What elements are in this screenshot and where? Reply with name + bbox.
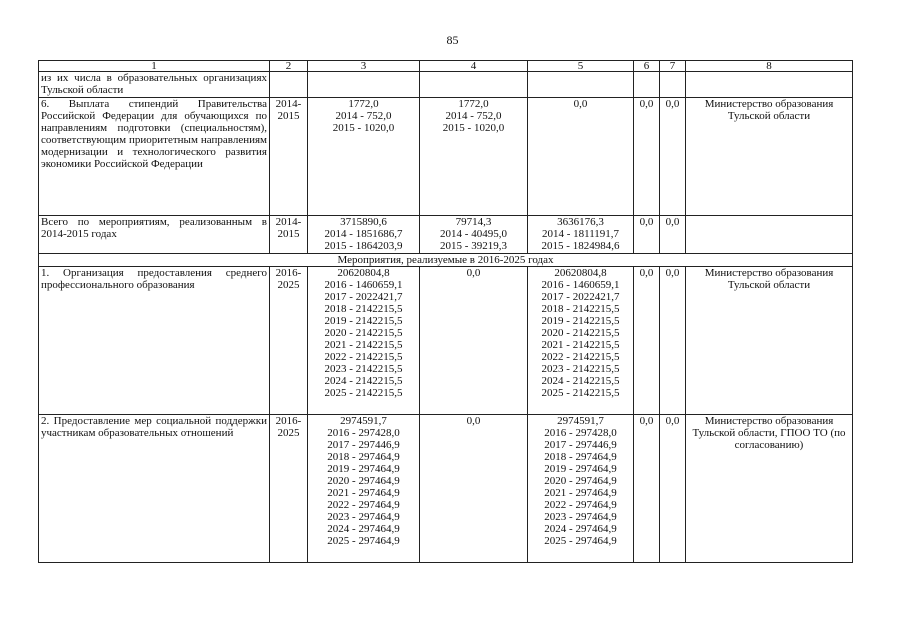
amount-line: 2974591,7 (340, 415, 387, 427)
header-cell: 2 (270, 61, 308, 72)
amount-line: 2023 - 297464,9 (544, 511, 617, 523)
table-row (39, 267, 853, 415)
amount-line: 2022 - 297464,9 (544, 499, 617, 511)
period-cell: 2014-2015 (270, 98, 308, 216)
table-row (39, 72, 853, 98)
amount-line: 3715890,6 (340, 216, 387, 228)
amount-line: 2014 - 752,0 (445, 110, 502, 122)
amount-line: 2023 - 297464,9 (327, 511, 400, 523)
total-funding-cell (308, 98, 420, 216)
amount-line: 2016 - 297428,0 (327, 427, 400, 439)
col7-cell: 0,0 (660, 216, 686, 254)
amount-line: 2014 - 1811191,7 (541, 228, 620, 240)
amount-line: 2025 - 297464,9 (327, 535, 400, 547)
col7-cell: 0,0 (660, 98, 686, 216)
amount-line: 2024 - 2142215,5 (541, 375, 620, 387)
amount-line: 2022 - 2142215,5 (541, 351, 620, 363)
amount-line: 2018 - 2142215,5 (324, 303, 403, 315)
amount-line: 2016 - 1460659,1 (324, 279, 403, 291)
header-cell: 8 (686, 61, 853, 72)
col6-cell: 0,0 (634, 98, 660, 216)
table-row (39, 415, 853, 563)
executor-cell: Министерство образования Тульской области (686, 98, 853, 216)
total-funding-cell (308, 72, 420, 98)
period-cell: 2014-2015 (270, 216, 308, 254)
federal-funding-cell (420, 72, 528, 98)
table-row (39, 98, 853, 216)
page-number: 85 (446, 33, 459, 47)
amount-line: 2021 - 2142215,5 (541, 339, 620, 351)
activity-description: из их числа в образовательных организациях Тульской области (39, 72, 270, 98)
executor-cell: Министерство образования Тульской области (686, 267, 853, 415)
amount-line: 2022 - 297464,9 (327, 499, 400, 511)
amount-line: 2019 - 297464,9 (544, 463, 617, 475)
amount-line: 2014 - 1851686,7 (324, 228, 403, 240)
col7-cell (660, 72, 686, 98)
col6-cell: 0,0 (634, 415, 660, 563)
amount-line: 2024 - 2142215,5 (324, 375, 403, 387)
regional-funding-cell (528, 216, 634, 254)
header-cell: 4 (420, 61, 528, 72)
amount-line: 2019 - 297464,9 (327, 463, 400, 475)
regional-funding-cell (528, 267, 634, 415)
amount-line: 2025 - 2142215,5 (541, 387, 620, 399)
amount-line: 2017 - 2022421,7 (541, 291, 620, 303)
program-table (38, 60, 853, 563)
table-row (39, 216, 853, 254)
amount-line: 2021 - 2142215,5 (324, 339, 403, 351)
total-funding-cell (308, 267, 420, 415)
amount-line: 2020 - 2142215,5 (541, 327, 620, 339)
amount-line: 2015 - 1824984,6 (541, 240, 620, 252)
amount-line: 2023 - 2142215,5 (324, 363, 403, 375)
section-title: Мероприятия, реализуемые в 2016-2025 годах (39, 254, 853, 267)
regional-funding-cell (528, 98, 634, 216)
activity-description: 6. Выплата стипендий Правительства Российской Федерации для обучающихся по направлениям подготовки (специальностям), соответствующим приоритетным направлениям модернизации и технологического развития экономики Российской Федерации (39, 98, 270, 216)
amount-line: 2015 - 39219,3 (440, 240, 507, 252)
amount-line: 1772,0 (348, 98, 379, 110)
federal-funding-cell (420, 415, 528, 563)
amount-line: 2974591,7 (557, 415, 604, 427)
amount-line: 2016 - 297428,0 (544, 427, 617, 439)
amount-line: 2017 - 297446,9 (544, 439, 617, 451)
col6-cell: 0,0 (634, 216, 660, 254)
amount-line: 2015 - 1020,0 (332, 122, 395, 134)
amount-line: 2018 - 2142215,5 (541, 303, 620, 315)
period-cell: 2016-2025 (270, 267, 308, 415)
amount-line: 2014 - 752,0 (335, 110, 392, 122)
amount-line: 2021 - 297464,9 (544, 487, 617, 499)
amount-line: 2024 - 297464,9 (327, 523, 400, 535)
activity-description: 1. Организация предоставления среднего профессионального образования (39, 267, 270, 415)
col7-cell: 0,0 (660, 267, 686, 415)
amount-line: 2018 - 297464,9 (327, 451, 400, 463)
header-cell: 3 (308, 61, 420, 72)
period-cell (270, 72, 308, 98)
section-row (39, 254, 853, 267)
amount-line: 0,0 (573, 98, 588, 110)
amount-line: 2020 - 297464,9 (327, 475, 400, 487)
regional-funding-cell (528, 415, 634, 563)
amount-line: 2018 - 297464,9 (544, 451, 617, 463)
amount-line: 20620804,8 (337, 267, 390, 279)
header-row (39, 61, 853, 72)
header-cell: 7 (660, 61, 686, 72)
amount-line: 2023 - 2142215,5 (541, 363, 620, 375)
federal-funding-cell (420, 216, 528, 254)
amount-line: 2025 - 297464,9 (544, 535, 617, 547)
period-cell: 2016-2025 (270, 415, 308, 563)
amount-line: 2017 - 297446,9 (327, 439, 400, 451)
header-cell: 6 (634, 61, 660, 72)
executor-cell (686, 72, 853, 98)
total-funding-cell (308, 415, 420, 563)
amount-line: 20620804,8 (554, 267, 607, 279)
amount-line: 2017 - 2022421,7 (324, 291, 403, 303)
amount-line: 2022 - 2142215,5 (324, 351, 403, 363)
activity-description: Всего по мероприятиям, реализованным в 2014-2015 годах (39, 216, 270, 254)
federal-funding-cell (420, 267, 528, 415)
col7-cell: 0,0 (660, 415, 686, 563)
amount-line: 2024 - 297464,9 (544, 523, 617, 535)
amount-line: 0,0 (466, 415, 481, 427)
regional-funding-cell (528, 72, 634, 98)
activity-description: 2. Предоставление мер социальной поддержки участникам образовательных отношений (39, 415, 270, 563)
executor-cell (686, 216, 853, 254)
col6-cell: 0,0 (634, 267, 660, 415)
col6-cell (634, 72, 660, 98)
total-funding-cell (308, 216, 420, 254)
executor-cell: Министерство образования Тульской области, ГПОО ТО (по согласованию) (686, 415, 853, 563)
amount-line: 2025 - 2142215,5 (324, 387, 403, 399)
header-cell: 1 (39, 61, 270, 72)
amount-line: 1772,0 (458, 98, 489, 110)
amount-line: 2021 - 297464,9 (327, 487, 400, 499)
federal-funding-cell (420, 98, 528, 216)
amount-line: 2015 - 1864203,9 (324, 240, 403, 252)
amount-line: 2020 - 2142215,5 (324, 327, 403, 339)
amount-line: 0,0 (466, 267, 481, 279)
amount-line: 3636176,3 (557, 216, 604, 228)
amount-line: 2020 - 297464,9 (544, 475, 617, 487)
amount-line: 2019 - 2142215,5 (541, 315, 620, 327)
amount-line: 2016 - 1460659,1 (541, 279, 620, 291)
amount-line: 2015 - 1020,0 (442, 122, 505, 134)
amount-line: 2019 - 2142215,5 (324, 315, 403, 327)
amount-line: 79714,3 (455, 216, 492, 228)
amount-line: 2014 - 40495,0 (440, 228, 507, 240)
header-cell: 5 (528, 61, 634, 72)
